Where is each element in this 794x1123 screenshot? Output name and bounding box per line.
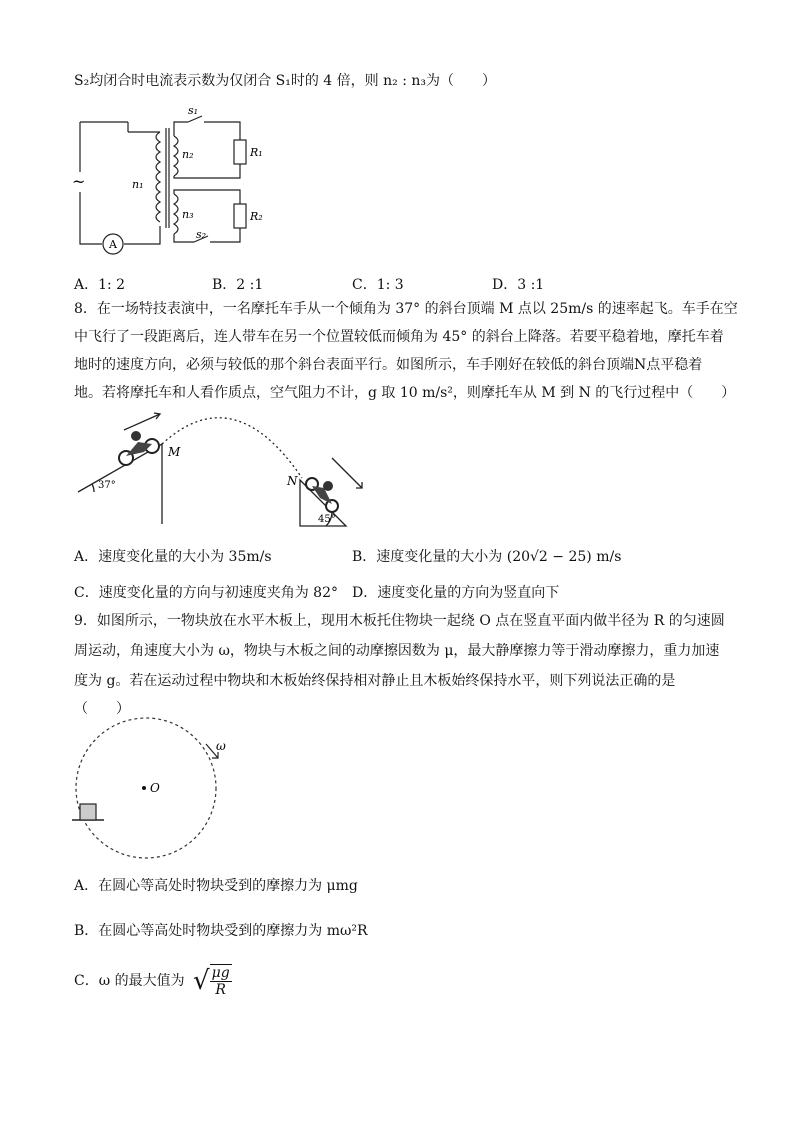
motorcycle-right-icon — [306, 478, 338, 512]
q9-circular-motion-figure — [70, 722, 270, 832]
q8-option-b[interactable]: B．速度变化量的大小为 (20√2 − 25) m/s — [352, 549, 622, 565]
label-r1: R₁ — [250, 146, 263, 159]
q8-option-d[interactable]: D．速度变化量的方向为竖直向下 — [352, 585, 560, 601]
q8-line-3: 地时的速度方向，必须与较低的那个斜台表面平行。如图所示，车手刚好在较低的斜台顶端N点平稳着 — [74, 357, 703, 373]
q9-line-2: 周运动，角速度大小为 ω，物块与木板之间的动摩擦因数为 μ，最大静摩擦力等于滑动摩擦力，重力加速 — [74, 643, 720, 659]
omega-label: ω — [216, 739, 226, 753]
q8-motorcycle-jump-figure — [74, 408, 374, 530]
q9-line-3: 度为 g。若在运动过程中物块和木板始终保持相对静止且木板始终保持水平，则下列说法正确的是 — [74, 673, 676, 689]
q9-option-a[interactable]: A．在圆心等高处时物块受到的摩擦力为 μmg — [74, 878, 358, 894]
label-n3: n₃ — [182, 208, 194, 221]
q8-line-1: 8．在一场特技表演中，一名摩托车手从一个倾角为 37° 的斜台顶端 M 点以 25m/s 的速率起飞。车手在空 — [74, 301, 738, 317]
label-s1: s₁ — [188, 104, 199, 117]
label-m: M — [168, 445, 181, 459]
label-n2: n₂ — [182, 148, 194, 161]
q8-option-a[interactable]: A．速度变化量的大小为 35m/s — [74, 549, 272, 565]
q7-option-d[interactable]: D．3 :1 — [492, 277, 545, 293]
q9-option-b[interactable]: B．在圆心等高处时物块受到的摩擦力为 mω²R — [74, 923, 368, 939]
q9-line-4: （ ） — [74, 701, 130, 717]
q9-option-c[interactable] — [74, 964, 232, 998]
block-icon — [80, 804, 96, 820]
angle-37-label: 37° — [98, 480, 116, 491]
ac-source-symbol: ~ — [72, 172, 86, 191]
label-n1: n₁ — [132, 178, 144, 191]
fraction-denominator: R — [215, 982, 226, 998]
motorcycle-left-icon — [119, 431, 159, 465]
label-r2: R₂ — [250, 210, 263, 223]
q7-transformer-circuit — [70, 104, 263, 258]
q8-line-4: 地。若将摩托车和人看作质点，空气阻力不计，g 取 10 m/s²，则摩托车从 M 到 N 的飞行过程中（ ） — [74, 385, 736, 401]
center-label: O — [150, 781, 160, 795]
sqrt-fraction — [210, 964, 232, 998]
q7-option-c[interactable]: C．1: 3 — [352, 277, 404, 293]
label-s2: s₂ — [196, 228, 207, 241]
fraction-numerator: μg — [211, 965, 230, 981]
q8-line-2: 中飞行了一段距离后，连人带车在另一个位置较低而倾角为 45° 的斜台上降落。若要平稳着地，摩托车着 — [74, 329, 724, 345]
q9-option-c-prefix: C．ω 的最大值为 — [74, 973, 185, 989]
angle-45-label: 45° — [318, 514, 336, 525]
sqrt-sign: √ — [193, 966, 210, 996]
q7-option-a[interactable]: A．1: 2 — [74, 277, 126, 293]
q7-stem-tail: S₂均闭合时电流表示数为仅闭合 S₁时的 4 倍，则 n₂ : n₃为（ ） — [74, 73, 496, 89]
q7-option-b[interactable]: B．2 :1 — [212, 277, 264, 293]
q8-option-c[interactable]: C．速度变化量的方向与初速度夹角为 82° — [74, 585, 338, 601]
label-n: N — [287, 474, 298, 488]
ammeter-label: A — [109, 238, 117, 251]
q9-line-1: 9．如图所示，一物块放在水平木板上，现用木板托住物块一起绕 O 点在竖直平面内做半径为 R 的匀速圆 — [74, 613, 725, 629]
